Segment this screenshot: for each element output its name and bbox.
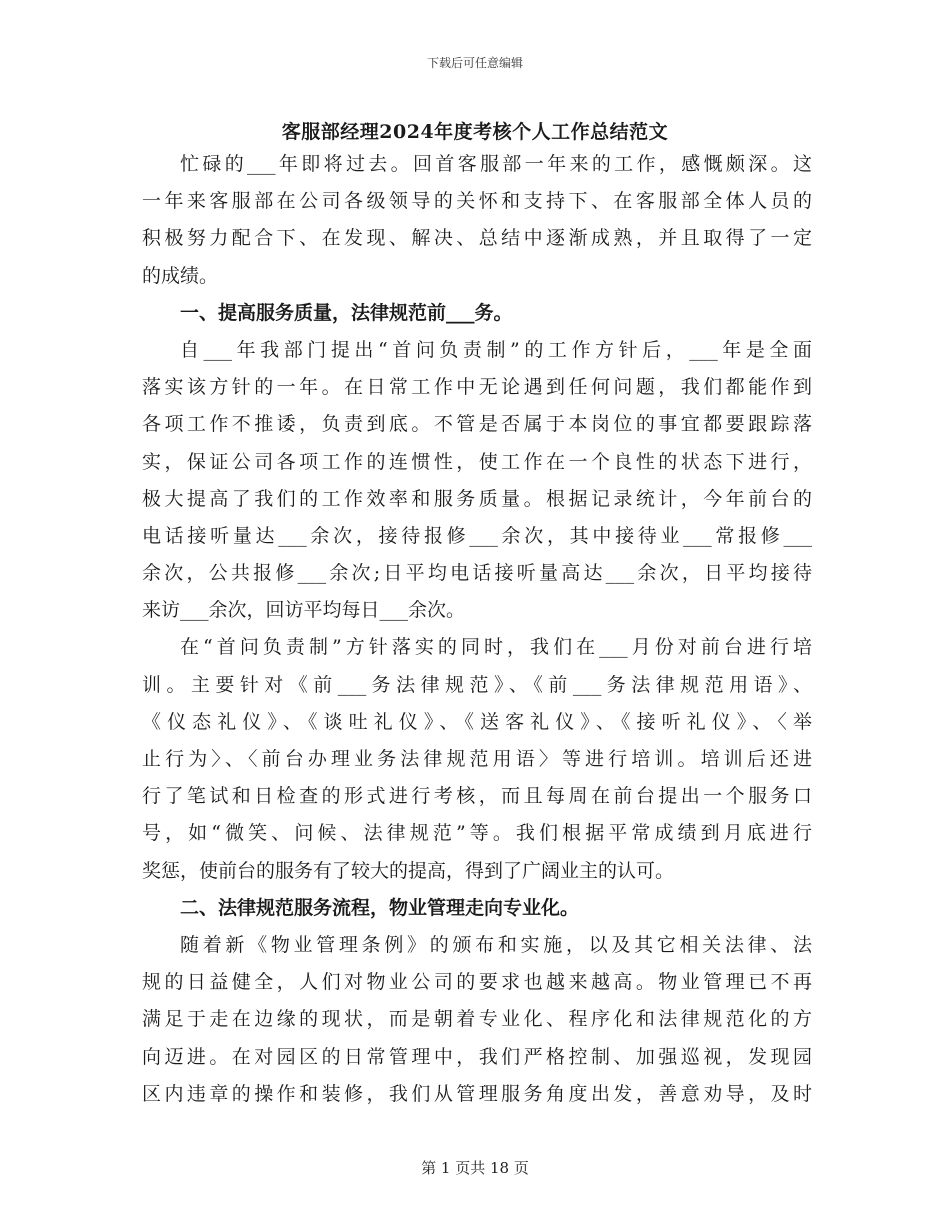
section-heading: 一、提高服务质量，法律规范前___务。 (180, 301, 513, 324)
header-note: 下载后可任意编辑 (426, 56, 523, 70)
paragraph-line: 《仪态礼仪》、《谈吐礼仪》、《送客礼仪》、《接听礼仪》、〈举 (142, 710, 812, 733)
paragraph-line: 电话接听量达___余次，接待报修___余次，其中接待业___常报修___ (142, 524, 812, 547)
paragraph-line: 号，如“微笑、问候、法律规范”等。我们根据平常成绩到月底进行 (142, 822, 812, 845)
paragraph-line: 满足于走在边缘的现状，而是朝着专业化、程序化和法律规范化的方 (142, 1008, 812, 1031)
paragraph-line: 落实该方针的一年。在日常工作中无论遇到任何问题，我们都能作到 (142, 376, 812, 399)
document-title: 客服部经理2024年度考核个人工作总结范文 (281, 121, 669, 143)
paragraph-line: 自___年我部门提出“首问负责制”的工作方针后，___年是全面 (180, 338, 812, 361)
paragraph-line: 一年来客服部在公司各级领导的关怀和支持下、在客服部全体人员的 (142, 190, 812, 213)
paragraph-line: 区内违章的操作和装修，我们从管理服务角度出发，善意劝导，及时 (142, 1082, 812, 1105)
paragraph-line: 实，保证公司各项工作的连惯性，使工作在一个良性的状态下进行， (142, 450, 812, 473)
paragraph-line: 来访___余次，回访平均每日___余次。 (142, 599, 466, 622)
paragraph-line: 余次，公共报修___余次;日平均电话接听量高达___余次，日平均接待 (142, 562, 812, 585)
paragraph-line: 的成绩。 (142, 264, 219, 287)
paragraph-line: 行了笔试和日检查的形式进行考核，而且每周在前台提出一个服务口 (142, 785, 812, 808)
paragraph-line: 各项工作不推诿，负责到底。不管是否属于本岗位的事宜都要跟踪落 (142, 413, 812, 436)
paragraph-line: 训。主要针对《前___务法律规范》、《前___务法律规范用语》、 (142, 673, 812, 696)
paragraph-line: 积极努力配合下、在发现、解决、总结中逐渐成熟，并且取得了一定 (142, 227, 812, 250)
paragraph-line: 奖惩，使前台的服务有了较大的提高，得到了广阔业主的认可。 (142, 859, 675, 882)
paragraph-line: 随着新《物业管理条例》的颁布和实施，以及其它相关法律、法 (180, 933, 812, 956)
paragraph-line: 止行为〉、〈前台办理业务法律规范用语〉等进行培训。培训后还进 (142, 748, 812, 770)
section-heading: 二、法律规范服务流程，物业管理走向专业化。 (180, 896, 580, 919)
document-body (142, 146, 812, 1113)
paragraph-line: 规的日益健全，人们对物业公司的要求也越来越高。物业管理已不再 (142, 971, 812, 994)
paragraph-line: 在“首问负责制”方针落实的同时，我们在___月份对前台进行培 (180, 636, 812, 659)
paragraph-line: 极大提高了我们的工作效率和服务质量。根据记录统计，今年前台的 (142, 487, 812, 510)
page-number-footer: 第 1 页共 18 页 (421, 1159, 529, 1177)
paragraph-line: 忙碌的___年即将过去。回首客服部一年来的工作，感慨颇深。这 (180, 153, 812, 175)
paragraph-line: 向迈进。在对园区的日常管理中，我们严格控制、加强巡视，发现园 (142, 1045, 812, 1068)
